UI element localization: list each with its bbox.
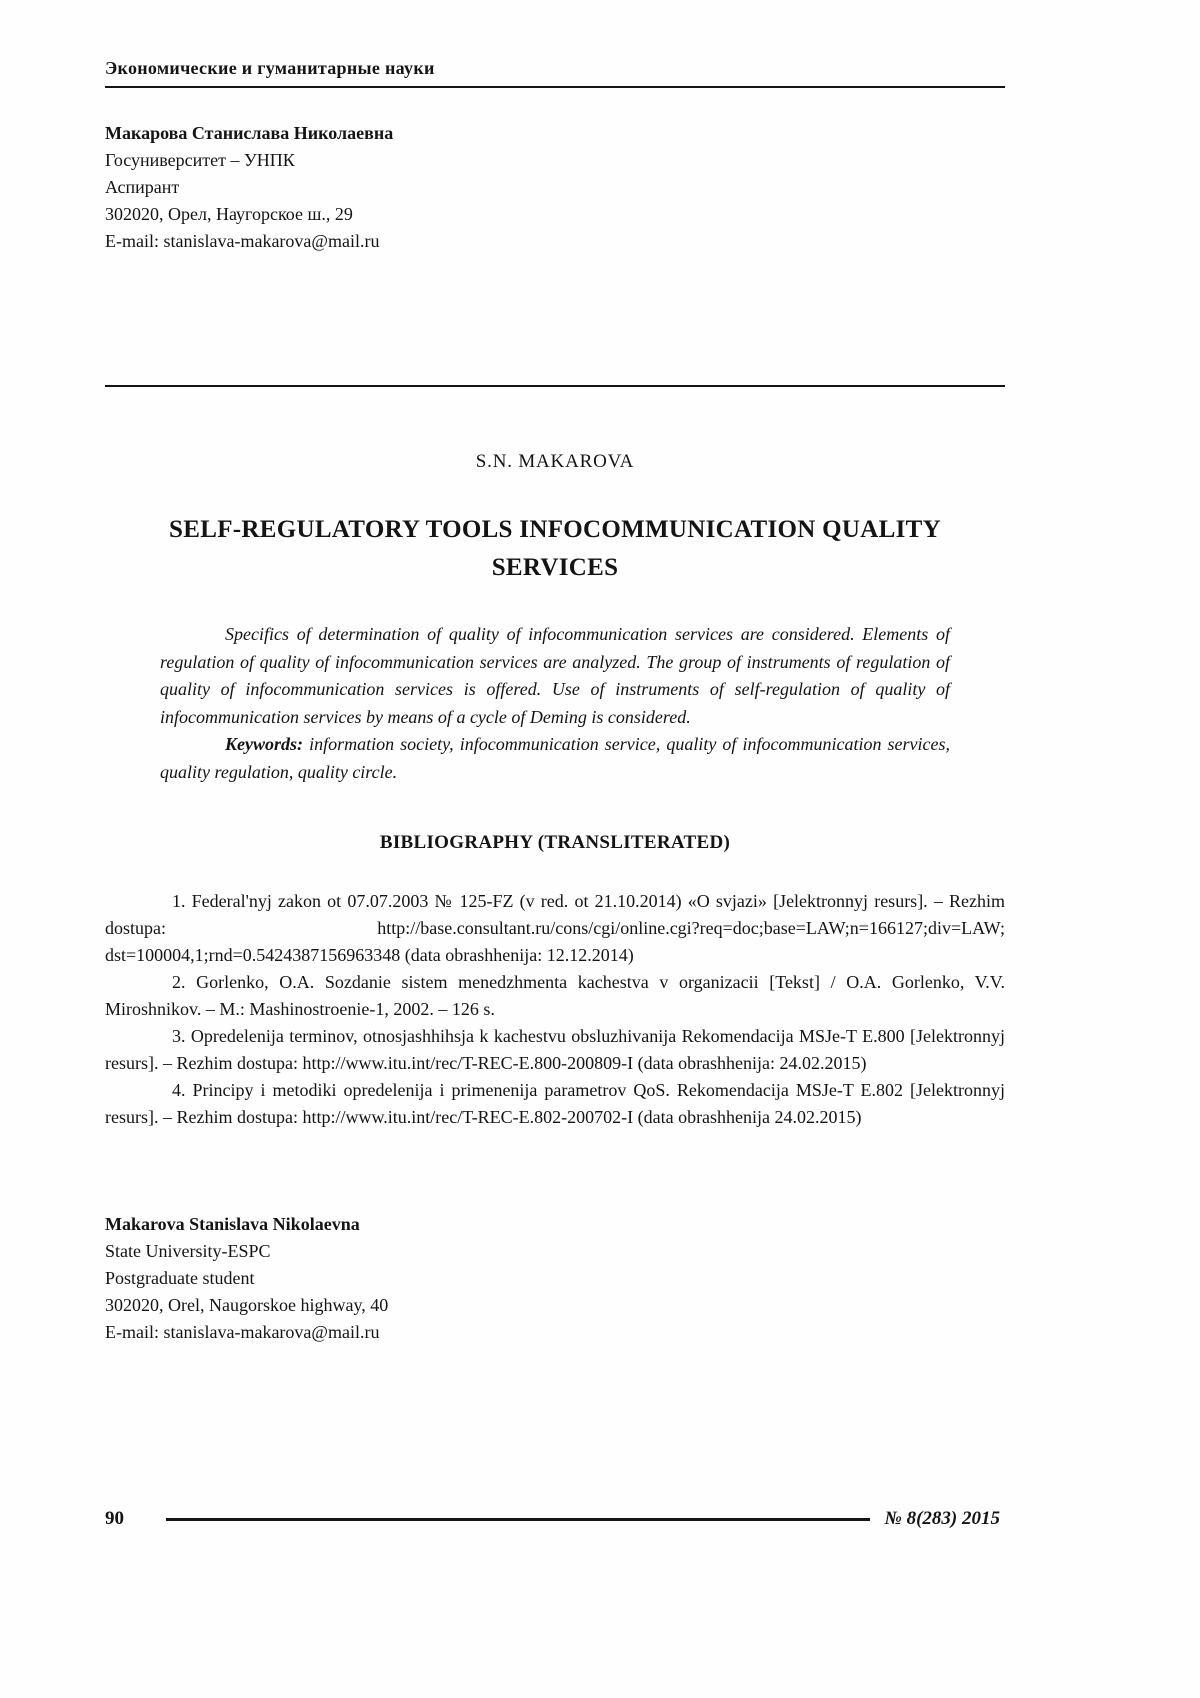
author-ru-affiliation: Госуниверситет – УНПК <box>105 150 295 170</box>
author-block-english <box>105 1211 1005 1346</box>
abstract-text: Specifics of determination of quality of infocommunication services are considered. Elements of regulation of quality of infocommunication services are analyzed. The group of instruments of regulation of quality of infocommunication services is offered. Use of instruments of self-regulation of quality of infocommunication services by means of a cycle of Deming is considered. <box>160 624 950 727</box>
bibliography-item: 1. Federal'nyj zakon ot 07.07.2003 № 125-FZ (v red. ot 21.10.2014) «O svjazi» [Jelektronnyj resurs]. – Rezhim dostupa: http://base.consultant.ru/cons/cgi/online.cgi?req=doc;base=LAW;n=166127;div=LAW; dst=100004,1;rnd=0.5424387156963348 (data obrashhenija: 12.12.2014) <box>105 891 1005 965</box>
header-rule <box>105 86 1005 88</box>
page-footer <box>105 1508 1000 1530</box>
issue-number: № 8(283) 2015 <box>884 1508 1000 1529</box>
author-en-address: 302020, Orel, Naugorskoe highway, 40 <box>105 1295 389 1315</box>
bibliography-item: 2. Gorlenko, O.A. Sozdanie sistem menedzhmenta kachestva v organizacii [Tekst] / O.A. Gorlenko, V.V. Miroshnikov. – M.: Mashinostroenie-1, 2002. – 126 s. <box>105 972 1005 1019</box>
bibliography-item: 4. Principy i metodiki opredelenija i primenenija parametrov QoS. Rekomendacija MSJe-T E.802 [Jelektronnyj resurs]. – Rezhim dostupa: http://www.itu.int/rec/T-REC-E.802-200702-I (data obrashhenija 24.02.2015) <box>105 1080 1005 1127</box>
article-title: SELF-REGULATORY TOOLS INFOCOMMUNICATION QUALITY SERVICES <box>169 516 941 581</box>
footer-rule <box>166 1518 870 1521</box>
article-author: S.N. MAKAROVA <box>475 451 635 472</box>
author-block-russian <box>105 120 1005 255</box>
page-content <box>105 0 1005 1346</box>
author-ru-address: 302020, Орел, Наугорское ш., 29 <box>105 204 353 224</box>
author-en-email: E-mail: stanislava-makarova@mail.ru <box>105 1322 380 1342</box>
page-number: 90 <box>105 1508 124 1529</box>
abstract-section <box>160 621 950 786</box>
bibliography-item: 3. Opredelenija terminov, otnosjashhihsja k kachestvu obsluzhivanija Rekomendacija MSJe-T E.800 [Jelektronnyj resurs]. – Rezhim dostupa: http://www.itu.int/rec/T-REC-E.800-200809-I (data obrashhenija: 24.02.2015) <box>105 1026 1005 1073</box>
author-ru-name: Макарова Станислава Николаевна <box>105 123 394 143</box>
author-ru-email: E-mail: stanislava-makarova@mail.ru <box>105 231 380 251</box>
journal-title: Экономические и гуманитарные науки <box>105 58 435 78</box>
bibliography-heading: BIBLIOGRAPHY (TRANSLITERATED) <box>379 832 731 853</box>
keywords-text: information society, infocommunication service, quality of infocommunication services, quality regulation, quality circle. <box>160 734 950 782</box>
journal-header <box>105 0 1005 88</box>
author-en-position: Postgraduate student <box>105 1268 255 1288</box>
author-en-affiliation: State University-ESPC <box>105 1241 271 1261</box>
bibliography-list <box>105 888 1005 1131</box>
keywords-label: Keywords: <box>225 734 303 754</box>
author-ru-position: Аспирант <box>105 177 180 197</box>
keywords-paragraph <box>160 731 950 786</box>
section-divider-rule <box>105 385 1005 387</box>
author-en-name: Makarova Stanislava Nikolaevna <box>105 1214 360 1234</box>
